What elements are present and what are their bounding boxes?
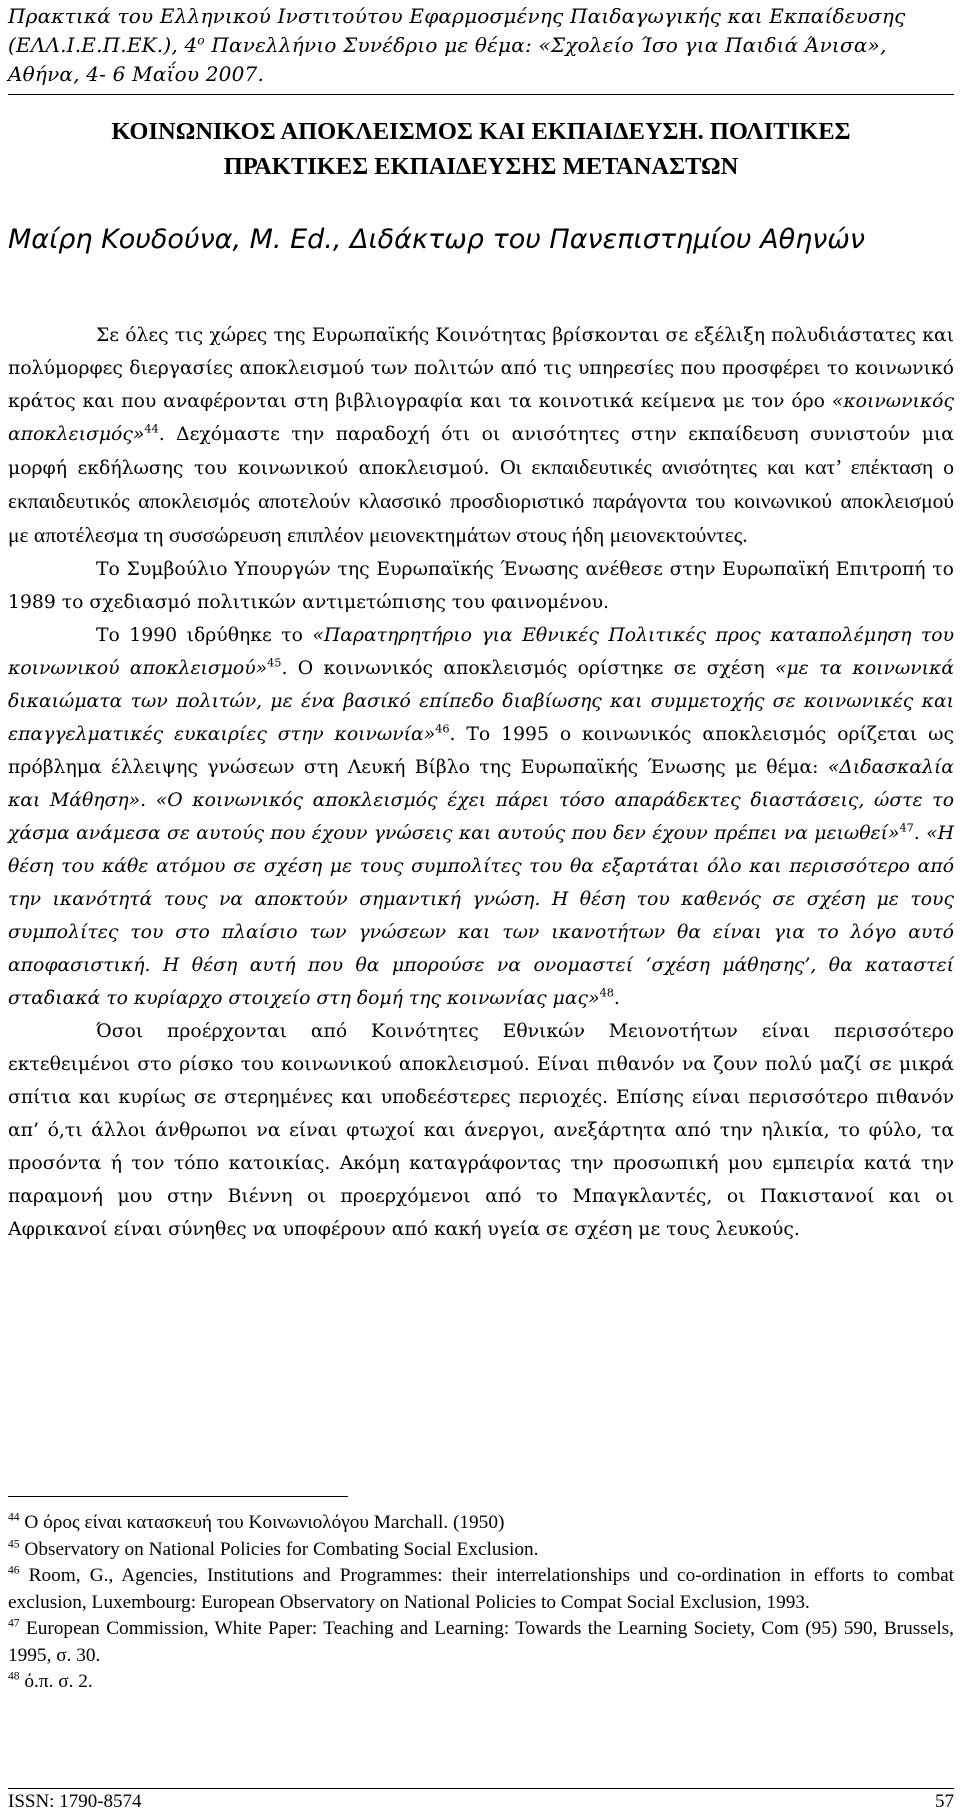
title-line-2: ΠΡΑΚΤΙΚΕΣ ΕΚΠΑΙΔΕΥΣΗΣ ΜΕΤΑΝΑΣΤΩΝ bbox=[223, 153, 739, 180]
header-line-2-start: (ΕΛΛ.Ι.Ε.Π.ΕΚ.), 4 bbox=[8, 33, 198, 57]
footnotes bbox=[8, 1510, 954, 1696]
footnote-44 bbox=[8, 1510, 954, 1537]
p3-italic-3: «Διδασκαλία και Μάθηση». «Ο κοινωνικός αποκλεισμός έχει πάρει τόσο απαράδεκτες διαστάσεις, ώστε το χάσμα ανάμεσα σε αυτούς που έχουν γνώσεις και αυτούς που δεν έχουν πρέπει να μειωθεί» bbox=[8, 757, 954, 844]
p3-italic-4: «Η θέση του κάθε ατόμου σε σχέση με τους συμπολίτες του θα εξαρτάται όλο και περισσότερο από την ικανότητά τους να αποκτούν σημαντική γνώση. Η θέση του καθενός σε σχέση με τους συμπολίτες του στο πλαίσιο των γνώσεων και των ικανοτήτων θα είναι για το λόγο αυτό αποφασιστική. Η θέση αυτή που θα μπορούσε να ονομαστεί ‘σχέση μάθησης’, θα καταστεί σταδιακά το κυρίαρχο στοιχείο στη δομή της κοινωνίας μας» bbox=[8, 823, 954, 1009]
page-number: 57 bbox=[935, 1791, 954, 1812]
footnote-number: 48 bbox=[8, 1669, 20, 1683]
p1-text-2: . Δεχόμαστε την παραδοχή ότι οι ανισότητες στην εκπαίδευση συνιστούν μια μορφή εκδήλωσης του κοινωνικού αποκλεισμού. bbox=[8, 424, 954, 479]
header-ordinal-sup: ο bbox=[197, 33, 205, 48]
footer-divider bbox=[8, 1788, 954, 1789]
footnote-45 bbox=[8, 1537, 954, 1564]
header-line-3: Αθήνα, 4- 6 Μαΐου 2007. bbox=[8, 62, 265, 86]
p3-italic-2: «με τα κοινωνικά δικαιώματα των πολιτών, με ένα βασικό επίπεδο διαβίωσης και συμμετοχής σε κοινωνικές και επαγγελματικές ευκαιρίες στην κοινωνία» bbox=[8, 658, 955, 745]
p3-text-3: . Το 1995 ο κοινωνικός αποκλεισμός ορίζεται ως πρόβλημα έλλειψης γνώσεων στη Λευκή Βίβλο της Ευρωπαϊκής Ένωσης με θέμα: bbox=[8, 724, 954, 778]
header-divider bbox=[8, 94, 954, 95]
footnote-text: Room, G., Agencies, Institutions and Programmes: their interrelationships und co-ordination in efforts to combat exclusion, Luxembourg: European Observatory on National Policies to Compat Social Exclusion, 1993. bbox=[8, 1565, 954, 1613]
footnote-text: Observatory on National Policies for Combating Social Exclusion. bbox=[19, 1538, 539, 1560]
footnote-ref-44: 44 bbox=[144, 422, 159, 436]
paper-title bbox=[8, 114, 954, 184]
issn-label: ISSN: 1790-8574 bbox=[8, 1791, 142, 1812]
p3-text-5: . bbox=[613, 988, 620, 1009]
footnote-text: European Commission, White Paper: Teaching and Learning: Towards the Learning Society, Com (95) 590, Brussels, 1995, σ. 30. bbox=[8, 1618, 954, 1666]
footnote-text: ό.π. σ. 2. bbox=[19, 1671, 93, 1692]
footnote-number: 45 bbox=[8, 1537, 20, 1551]
paragraph-2: Το Συμβούλιο Υπουργών της Ευρωπαϊκής Ένωσης ανέθεσε στην Ευρωπαϊκή Επιτροπή το 1989 το σχεδιασμό πολιτικών αντιμετώπισης του φαινομένου. bbox=[8, 559, 954, 613]
article-body bbox=[8, 319, 954, 1246]
footnote-ref-47: 47 bbox=[899, 821, 914, 835]
p1-text-1: Σε όλες τις χώρες της Ευρωπαϊκής Κοινότητας βρίσκονται σε εξέλιξη πολυδιάστατες και πολύμορφες διεργασίες αποκλεισμού των πολιτών από τις υπηρεσίες που προσφέρει το κοινωνικό κράτος και που αναφέρονται στη βιβλιογραφία και τα κοινοτικά κείμενα με τον όρο bbox=[8, 325, 954, 412]
p3-text-2: . Ο κοινωνικός αποκλεισμός ορίστηκε σε σχέση bbox=[281, 658, 775, 679]
p3-text-4: . bbox=[913, 823, 927, 844]
paragraph-3 bbox=[8, 619, 954, 1015]
footnote-ref-45: 45 bbox=[267, 656, 282, 670]
footnote-48 bbox=[8, 1669, 954, 1696]
header-line-2 bbox=[8, 31, 954, 60]
p3-italic-1: «Παρατηρητήριο για Εθνικές Πολιτικές προς καταπολέμηση του κοινωνικού αποκλεισμού» bbox=[8, 625, 954, 679]
footnote-47 bbox=[8, 1616, 954, 1669]
header-line-2-end: Πανελλήνιο Συνέδριο με θέμα: «Σχολείο Ίσο για Παιδιά Άνισα», bbox=[204, 33, 887, 57]
author-line: Μαίρη Κουδούνα, Μ. Ed., Διδάκτωρ του Πανεπιστημίου Αθηνών bbox=[8, 224, 865, 255]
document-page bbox=[8, 0, 954, 1815]
paragraph-4: Όσοι προέρχονται από Κοινότητες Εθνικών Μειονοτήτων είναι περισσότερο εκτεθειμένοι στο ρίσκο του κοινωνικού αποκλεισμού. Είναι πιθανόν να ζουν πολύ μαζί σε μικρά σπίτια και κυρίως σε στερημένες και υποδεέστερες περιοχές. Επίσης είναι περισσότερο πιθανόν απ’ ό,τι άλλοι άνθρωποι να είναι φτωχοί και άνεργοι, ανεξάρτητα από την ηλικία, το φύλο, τα προσόντα ή τον τόπο κατοικίας. Ακόμη καταγράφοντας την προσωπική μου εμπειρία κατά την παραμονή μου στην Βιέννη οι προερχόμενοι από το Μπαγκλαντές, οι Πακιστανοί και οι Αφρικανοί είναι σύνηθες να υποφέρουν από κακή υγεία σε σχέση με τους λευκούς. bbox=[8, 1021, 954, 1240]
p1-text-3: Οι εκπαιδευτικές ανισότητες και κατ’ επέκταση ο εκπαιδευτικός αποκλεισμός αποτελούν κλασσικό προσδιοριστικό παράγοντα του κοινωνικού αποκλεισμού με αποτέλεσμα τη συσσώρευση επιπλέον μειονεκτημάτων στους ήδη μειονεκτούντες. bbox=[8, 455, 954, 547]
running-header bbox=[8, 2, 954, 89]
header-line-1: Πρακτικά του Ελληνικού Ινστιτούτου Εφαρμοσμένης Παιδαγωγικής και Εκπαίδευσης bbox=[8, 4, 906, 28]
footnote-46 bbox=[8, 1563, 954, 1616]
footnote-text: Ο όρος είναι κατασκευή του Κοινωνιολόγου Marchall. (1950) bbox=[19, 1512, 505, 1533]
footnote-number: 47 bbox=[8, 1616, 20, 1630]
footnote-ref-48: 48 bbox=[599, 986, 614, 1000]
p3-text-1: Το 1990 ιδρύθηκε το bbox=[96, 625, 313, 646]
p1-italic-1: «κοινωνικός αποκλεισμός» bbox=[8, 391, 954, 445]
footnote-separator bbox=[8, 1496, 348, 1497]
footnote-number: 46 bbox=[8, 1563, 20, 1577]
footnote-ref-46: 46 bbox=[435, 722, 450, 736]
paragraph-1 bbox=[8, 319, 954, 553]
footnote-number: 44 bbox=[8, 1510, 20, 1524]
title-line-1: ΚΟΙΝΩΝΙΚΟΣ ΑΠΟΚΛΕΙΣΜΟΣ ΚΑΙ ΕΚΠΑΙΔΕΥΣΗ. ΠΟΛΙΤΙΚΕΣ bbox=[111, 118, 851, 145]
